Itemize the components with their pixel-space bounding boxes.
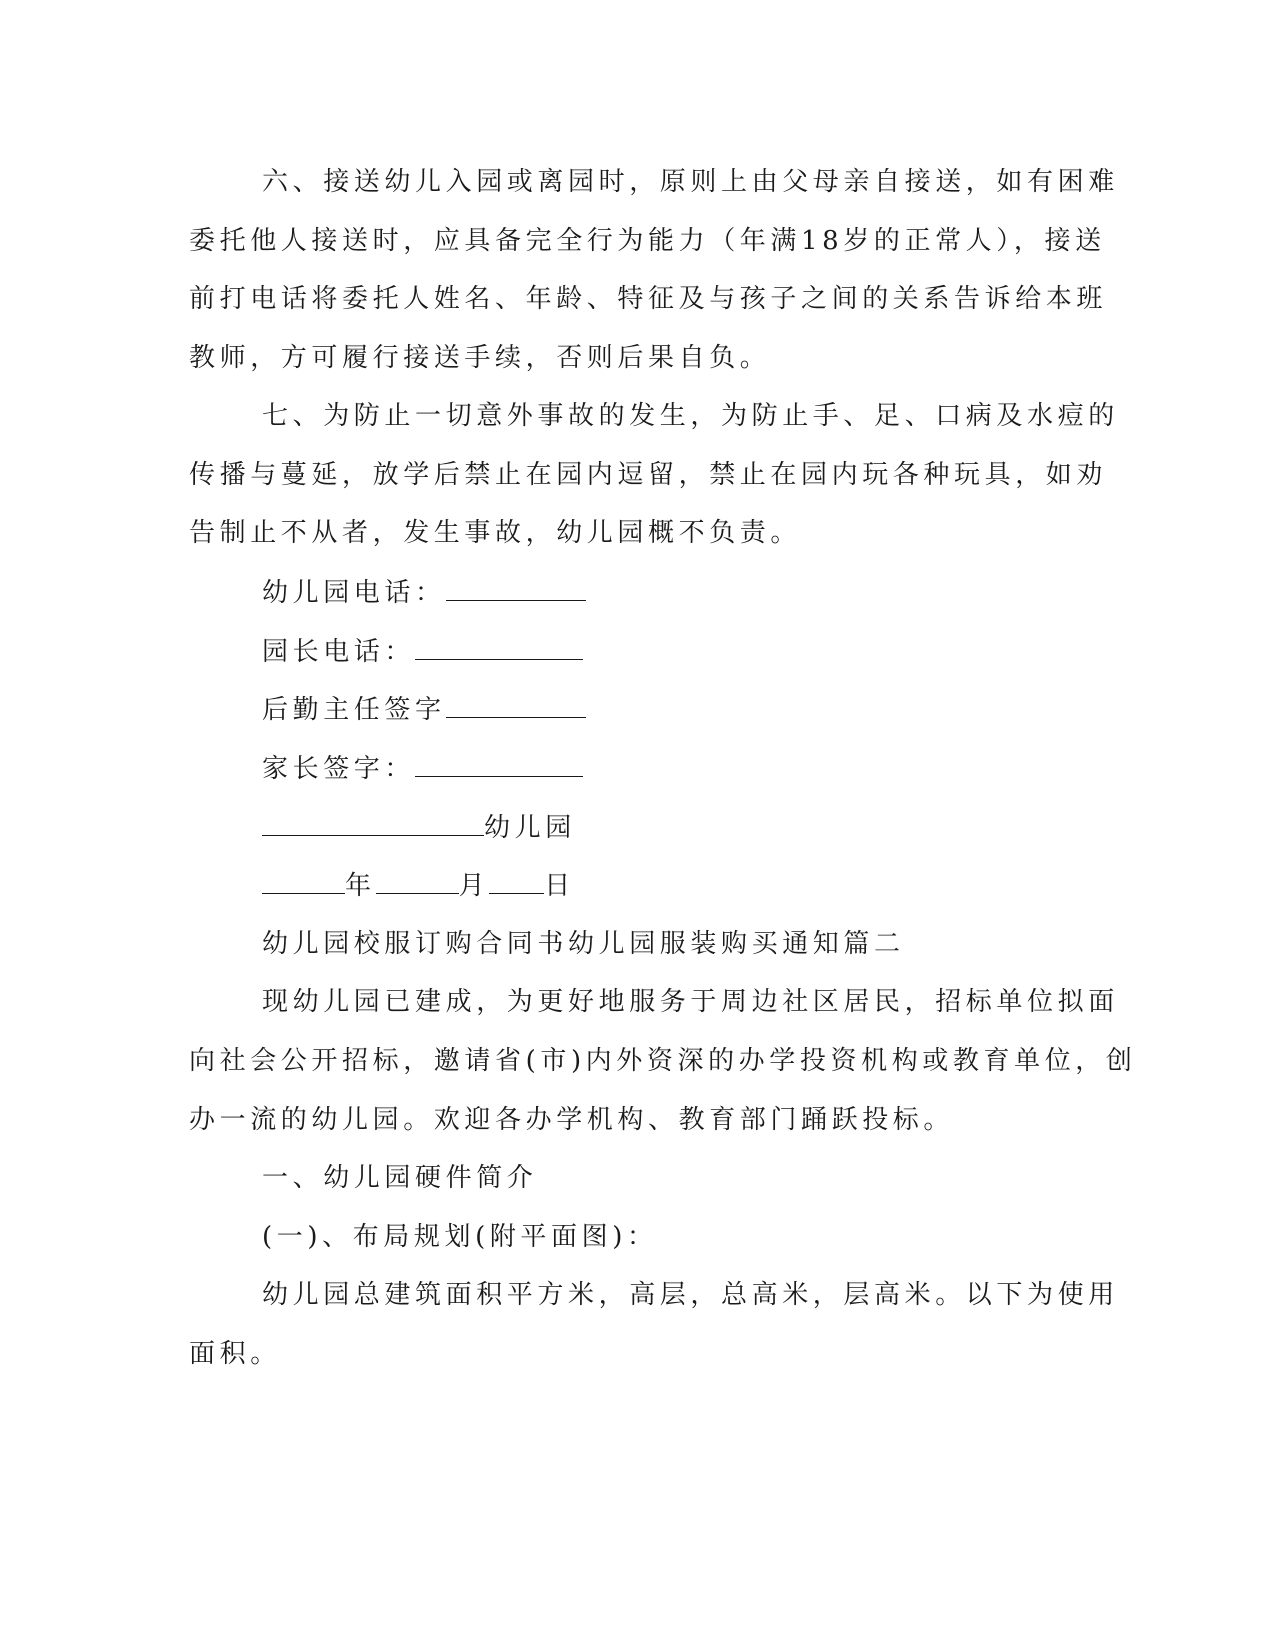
director-phone-blank xyxy=(415,635,583,660)
month-label: 月 xyxy=(458,871,490,901)
parent-signature-field xyxy=(262,752,583,785)
section2-intro-line2: 向社会公开招标，邀请省(市)内外资深的办学投资机构或教育单位，创 xyxy=(189,1046,1137,1076)
date-field xyxy=(262,869,575,902)
kindergarten-phone-blank xyxy=(446,576,586,601)
year-blank xyxy=(262,869,345,894)
parent-signature-blank xyxy=(415,752,583,777)
year-label: 年 xyxy=(345,871,376,901)
director-phone-field xyxy=(262,635,583,668)
section2-intro-line1: 现幼儿园已建成，为更好地服务于周边社区居民，招标单位拟面 xyxy=(262,987,1119,1017)
para6-line3: 前打电话将委托人姓名、年龄、特征及与孩子之间的关系告诉给本班 xyxy=(189,284,1108,314)
parent-signature-label: 家长签字： xyxy=(262,754,416,784)
section2-intro-line3: 办一流的幼儿园。欢迎各办学机构、教育部门踊跃投标。 xyxy=(189,1105,955,1135)
area-line1: 幼儿园总建筑面积平方米，高层，总高米，层高米。以下为使用 xyxy=(262,1280,1119,1310)
para7-line1: 七、为防止一切意外事故的发生，为防止手、足、口病及水痘的 xyxy=(262,401,1119,431)
layout-plan-heading: (一)、布局规划(附平面图)： xyxy=(262,1222,658,1252)
director-phone-label: 园长电话： xyxy=(262,637,416,667)
day-blank xyxy=(489,869,544,894)
area-line2: 面积。 xyxy=(189,1339,281,1369)
logistics-signature-blank xyxy=(446,693,586,718)
kindergarten-suffix: 幼儿园 xyxy=(484,813,576,843)
para7-line3: 告制止不从者，发生事故，幼儿园概不负责。 xyxy=(189,518,802,548)
hardware-intro-heading: 一、幼儿园硬件简介 xyxy=(262,1163,538,1193)
logistics-signature-label: 后勤主任签字 xyxy=(262,695,446,725)
kindergarten-phone-label: 幼儿园电话： xyxy=(262,578,446,608)
section2-heading: 幼儿园校服订购合同书幼儿园服装购买通知篇二 xyxy=(262,929,905,959)
logistics-signature-field xyxy=(262,693,586,726)
kindergarten-phone-field xyxy=(262,576,586,609)
para7-line2: 传播与蔓延，放学后禁止在园内逗留，禁止在园内玩各种玩具，如劝 xyxy=(189,460,1108,490)
month-blank xyxy=(376,869,459,894)
para6-line4: 教师，方可履行接送手续，否则后果自负。 xyxy=(189,343,771,373)
kindergarten-name-field xyxy=(262,811,576,844)
day-label: 日 xyxy=(544,871,575,901)
kindergarten-name-blank xyxy=(262,811,484,836)
para6-line2: 委托他人接送时，应具备完全行为能力（年满18岁的正常人），接送 xyxy=(189,226,1106,256)
para6-line1: 六、接送幼儿入园或离园时，原则上由父母亲自接送，如有困难 xyxy=(262,167,1119,197)
